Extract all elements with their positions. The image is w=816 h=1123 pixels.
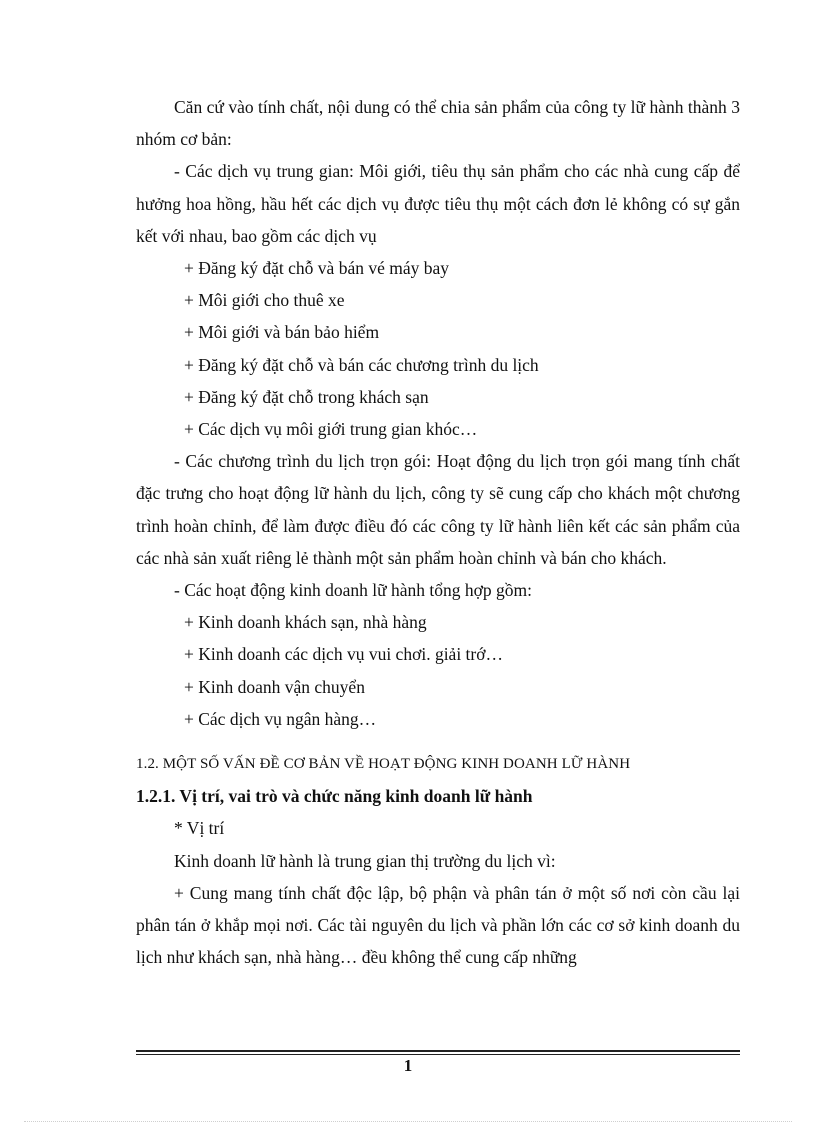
vi-tri-label: * Vị trí — [174, 818, 225, 839]
intro-paragraph: Căn cứ vào tính chất, nội dung có thể chia sản phẩm của công ty lữ hành thành 3 nhóm cơ bản: — [136, 97, 740, 150]
list-item: + Đăng ký đặt chỗ và bán vé máy bay — [184, 258, 449, 279]
page-bottom-edge — [24, 1121, 792, 1122]
intermediary-services-list — [136, 252, 740, 445]
intermediary-role-paragraph: Kinh doanh lữ hành là trung gian thị trường du lịch vì: — [174, 850, 556, 871]
intermediary-services-paragraph: - Các dịch vụ trung gian: Môi giới, tiêu thụ sản phẩm cho các nhà cung cấp để hưởng hoa hồng, hầu hết các dịch vụ được tiêu thụ một cách đơn lẻ không có sự gắn kết với nhau, bao gồm các dịch vụ — [136, 161, 740, 246]
page-number: 1 — [403, 1056, 413, 1075]
list-item: + Môi giới và bán bảo hiểm — [184, 322, 380, 343]
list-item: + Kinh doanh khách sạn, nhà hàng — [184, 612, 427, 633]
list-item: + Kinh doanh các dịch vụ vui chơi. giải trớ… — [184, 644, 503, 665]
combined-business-list — [136, 606, 740, 735]
list-item: + Các dịch vụ ngân hàng… — [184, 708, 377, 729]
list-item: + Môi giới cho thuê xe — [184, 290, 345, 311]
supply-demand-paragraph: + Cung mang tính chất độc lập, bộ phận và phân tán ở một số nơi còn cầu lại phân tán ở khắp mọi nơi. Các tài nguyên du lịch và phần lớn các cơ sở kinh doanh du lịch như khách sạn, nhà hàng… đều không thể cung cấp những — [136, 882, 740, 968]
section-heading: 1.2. MỘT SỐ VẤN ĐỀ CƠ BẢN VỀ HOẠT ĐỘNG KINH DOANH LỮ HÀNH — [136, 756, 631, 773]
list-item: + Đăng ký đặt chỗ trong khách sạn — [184, 386, 429, 407]
list-item: + Kinh doanh vận chuyển — [184, 676, 365, 697]
list-item: + Đăng ký đặt chỗ và bán các chương trình du lịch — [184, 354, 539, 375]
list-item: + Các dịch vụ môi giới trung gian khóc… — [184, 419, 478, 440]
footer-rule-thick — [136, 1050, 740, 1052]
combined-business-paragraph: - Các hoạt động kinh doanh lữ hành tổng hợp gồm: — [174, 580, 532, 601]
page-content — [136, 91, 740, 973]
footer-rule-thin — [136, 1054, 740, 1055]
subsection-heading: 1.2.1. Vị trí, vai trò và chức năng kinh doanh lữ hành — [136, 786, 533, 807]
package-tours-paragraph: - Các chương trình du lịch trọn gói: Hoạt động du lịch trọn gói mang tính chất đặc trưng cho hoạt động lữ hành du lịch, công ty sẽ cung cấp cho khách một chương trình hoàn chỉnh, để làm được điều đó các công ty lữ hành liên kết các sản phẩm của các nhà sản xuất riêng lẻ thành một sản phẩm hoàn chỉnh và bán cho khách. — [136, 451, 740, 568]
